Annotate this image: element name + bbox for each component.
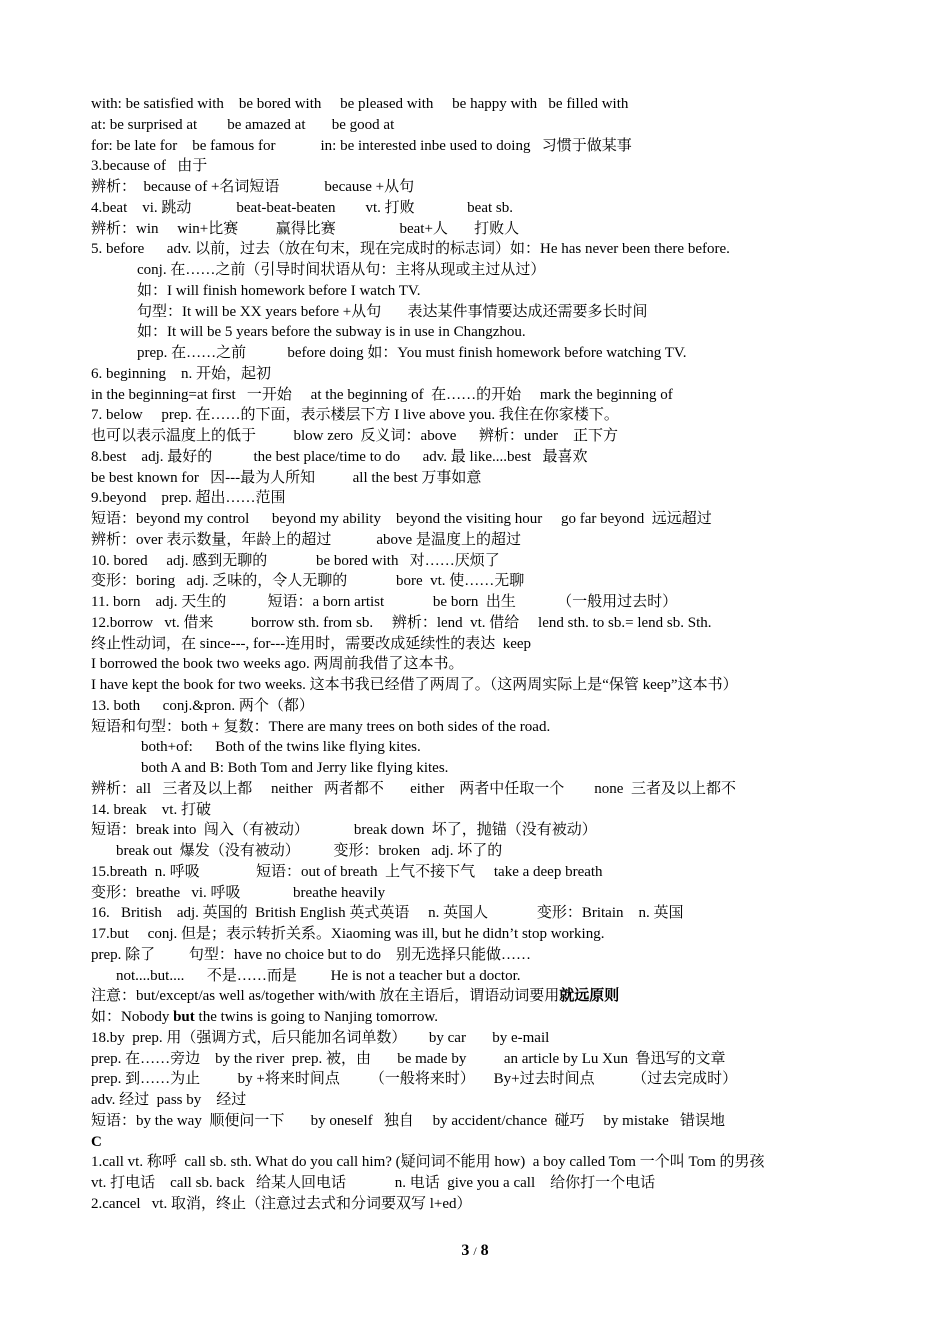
line-text: 短语：by the way 顺便问一下 by oneself 独自 by accident/chance 碰巧 by mistake 错误地: [91, 1112, 726, 1129]
text-line: [91, 696, 871, 717]
line-text: 13. both conj.&pron. 两个（都）: [91, 697, 314, 714]
line-text: 也可以表示温度上的低于 blow zero 反义词：above 辨析：under 正下方: [91, 428, 619, 444]
text-line: [91, 654, 871, 675]
line-text: 短语：break into 闯入（有被动） break down 坏了，抛锚（没有被动）: [91, 822, 597, 839]
text-line: [91, 1007, 871, 1028]
line-text: 12.borrow vt. 借来 borrow sth. from sb. 辨析：lend vt. 借给 lend sth. to sb.= lend sb. Sth.: [91, 614, 712, 631]
text-line: [91, 343, 871, 364]
text-line: [91, 115, 871, 136]
text-line: [91, 1152, 871, 1173]
text-line: [91, 966, 871, 987]
bold-emphasis: but: [173, 1009, 195, 1025]
line-text: 辨析：all 三者及以上都 neither 两者都不 either 两者中任取一个 none 三者及以上都不: [91, 780, 736, 797]
text-line: [91, 613, 871, 634]
text-line: [91, 405, 871, 426]
line-text: vt. 打电话 call sb. back 给某人回电话 n. 电话 give you a call 给你打一个电话: [91, 1175, 656, 1191]
line-text: prep. 在……旁边 by the river prep. 被，由 be made by an article by Lu Xun 鲁迅写的文章: [91, 1050, 726, 1067]
line-text: 如：It will be 5 years before the subway is in use in Changzhou.: [137, 324, 526, 341]
line-text: prep. 在……之前 before doing 如：You must finish homework before watching TV.: [137, 345, 687, 361]
line-text: 变形：breathe vi. 呼吸 breathe heavily: [91, 884, 386, 901]
line-text: both+of: Both of the twins like flying kites.: [141, 739, 421, 756]
text-line: [91, 1069, 871, 1090]
text-line: [91, 177, 871, 198]
line-text: I have kept the book for two weeks. 这本书我已经借了两周了。（这两周实际上是“保管 keep”这本书）: [91, 677, 738, 693]
text-line: [91, 156, 871, 177]
line-text: at: be surprised at be amazed at be good at: [91, 116, 395, 133]
text-line: [91, 779, 871, 800]
line-text: 短语：beyond my control beyond my ability beyond the visiting hour go far beyond 远远超过: [91, 511, 712, 527]
line-text: 8.best adj. 最好的 the best place/time to do adv. 最 like....best 最喜欢: [91, 448, 588, 465]
line-text: adv. 经过 pass by 经过: [91, 1092, 247, 1108]
line-text: 短语和句型：both + 复数：There are many trees on both sides of the road.: [91, 718, 551, 735]
text-line: [91, 281, 871, 302]
text-line: [91, 945, 871, 966]
text-line: [91, 1028, 871, 1049]
text-line: [91, 94, 871, 115]
line-text: in the beginning=at first 一开始 at the beginning of 在……的开始 mark the beginning of: [91, 386, 673, 403]
line-text: 辨析：win win+比赛 赢得比赛 beat+人 打败人: [91, 220, 520, 237]
line-text: 3.because of 由于: [91, 158, 208, 175]
line-text: I borrowed the book two weeks ago. 两周前我借了这本书。: [91, 656, 464, 673]
text-line: [91, 468, 871, 489]
text-line: [91, 737, 871, 758]
text-line: [91, 260, 871, 281]
line-text: with: be satisfied with be bored with be pleased with be happy with be filled with: [91, 96, 629, 112]
text-line: [91, 322, 871, 343]
line-text: 14. break vt. 打破: [91, 801, 211, 818]
text-line: [91, 862, 871, 883]
line-text: for: be late for be famous for in: be interested inbe used to doing 习惯于做某事: [91, 137, 632, 154]
line-text: 辨析：over 表示数量，年龄上的超过 above 是温度上的超过: [91, 531, 521, 548]
bold-emphasis: 就远原则: [559, 988, 620, 1005]
text-line: [91, 426, 871, 447]
line-text: 注意：but/except/as well as/together with/with 放在主语后，谓语动词要用: [91, 988, 560, 1005]
line-text: 11. born adj. 天生的 短语：a born artist be born 出生 （一般用过去时）: [91, 594, 678, 610]
text-line: [91, 1194, 871, 1215]
text-line: [91, 924, 871, 945]
line-text: 10. bored adj. 感到无聊的 be bored with 对……厌烦了: [91, 552, 500, 569]
line-text: 句型：It will be XX years before +从句 表达某件事情要达成还需要多长时间: [137, 303, 648, 320]
line-text: both A and B: Both Tom and Jerry like flying kites.: [141, 760, 449, 776]
text-line: [91, 1111, 871, 1132]
text-line: [91, 488, 871, 509]
line-text: 15.breath n. 呼吸 短语：out of breath 上气不接下气 take a deep breath: [91, 863, 603, 880]
text-line: [91, 571, 871, 592]
text-line: [91, 634, 871, 655]
line-text: 如：I will finish homework before I watch TV.: [137, 282, 421, 299]
line-text-tail: the twins is going to Nanjing tomorrow.: [194, 1009, 438, 1025]
line-text: break out 爆发（没有被动） 变形：broken adj. 坏了的: [116, 843, 503, 859]
text-line: [91, 1090, 871, 1111]
text-line: [91, 364, 871, 385]
text-line: [91, 903, 871, 924]
text-line: [91, 986, 871, 1007]
text-line: [91, 239, 871, 260]
line-text: 6. beginning n. 开始，起初: [91, 365, 271, 382]
text-line: [91, 800, 871, 821]
line-text: 9.beyond prep. 超出……范围: [91, 490, 286, 507]
line-text: 5. before adv. 以前，过去（放在句末，现在完成时的标志词）如：He has never been there before.: [91, 241, 730, 258]
text-line: [91, 675, 871, 696]
text-line: [91, 198, 871, 219]
line-text: prep. 除了 句型：have no choice but to do 别无选择只能做……: [91, 946, 531, 963]
text-line: [91, 302, 871, 323]
text-line: [91, 883, 871, 904]
current-page: 3: [461, 1242, 470, 1259]
text-line: [91, 758, 871, 779]
document-body: [91, 94, 871, 1215]
line-text: 如：Nobody: [91, 1009, 174, 1025]
page-number: [0, 1242, 950, 1260]
text-line: [91, 509, 871, 530]
text-line: [91, 820, 871, 841]
text-line: [91, 136, 871, 157]
text-line: [91, 1132, 871, 1153]
line-text: C: [91, 1133, 102, 1150]
line-text: 16. British adj. 英国的 British English 英式英语 n. 英国人 变形：Britain n. 英国: [91, 905, 684, 922]
line-text: 1.call vt. 称呼 call sb. sth. What do you call him? (疑问词不能用 how) a boy called Tom 一个叫 Tom 的男孩: [91, 1154, 765, 1171]
page-separator: /: [473, 1244, 477, 1258]
line-text: 终止性动词，在 since---, for---连用时，需要改成延续性的表达 keep: [91, 635, 532, 652]
text-line: [91, 447, 871, 468]
text-line: [91, 841, 871, 862]
line-text: conj. 在……之前（引导时间状语从句：主将从现或主过从过）: [137, 262, 546, 278]
text-line: [91, 530, 871, 551]
line-text: 7. below prep. 在……的下面，表示楼层下方 I live above you. 我住在你家楼下。: [91, 407, 619, 424]
text-line: [91, 1049, 871, 1070]
text-line: [91, 385, 871, 406]
line-text: 17.but conj. 但是；表示转折关系。Xiaoming was ill, but he didn’t stop working.: [91, 926, 605, 942]
line-text: not....but.... 不是……而是 He is not a teacher but a doctor.: [116, 967, 521, 984]
text-line: [91, 717, 871, 738]
text-line: [91, 219, 871, 240]
line-text: 2.cancel vt. 取消，终止（注意过去式和分词要双写 l+ed）: [91, 1195, 472, 1212]
text-line: [91, 592, 871, 613]
line-text: prep. 到……为止 by +将来时间点 （一般将来时） By+过去时间点 （过去完成时）: [91, 1071, 738, 1088]
text-line: [91, 1173, 871, 1194]
line-text: be best known for 因---最为人所知 all the best 万事如意: [91, 469, 482, 486]
line-text: 变形：boring adj. 乏味的，令人无聊的 bore vt. 使……无聊: [91, 573, 525, 590]
text-line: [91, 551, 871, 572]
line-text: 辨析： because of +名词短语 because +从句: [91, 179, 415, 195]
total-pages: 8: [480, 1242, 489, 1259]
line-text: 18.by prep. 用（强调方式，后只能加名词单数） by car by e-mail: [91, 1029, 550, 1046]
line-text: 4.beat vi. 跳动 beat-beat-beaten vt. 打败 beat sb.: [91, 199, 513, 216]
